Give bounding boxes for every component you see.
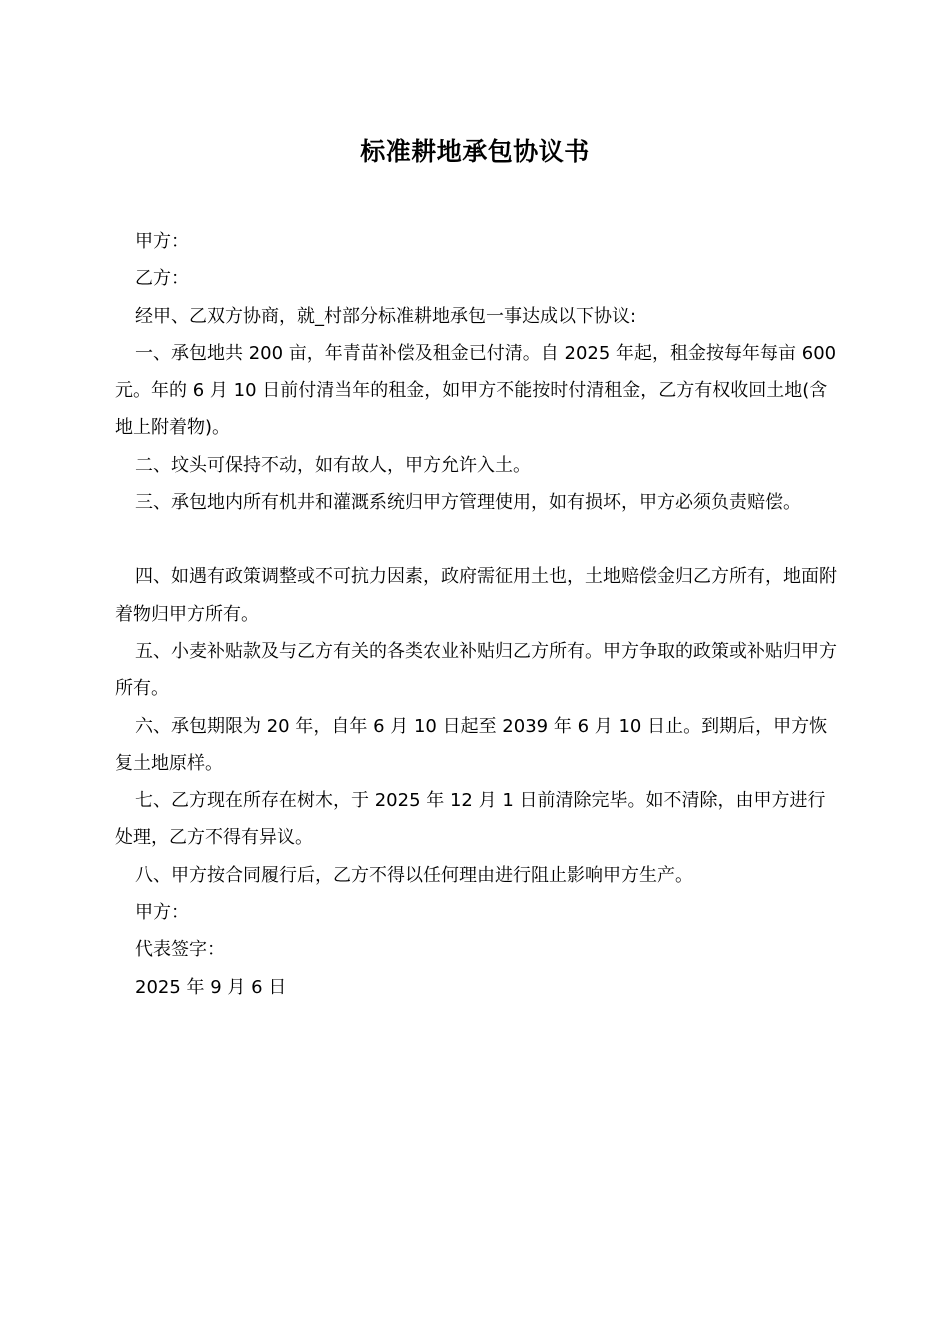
document-body — [115, 223, 840, 1006]
clause-7: 七、乙方现在所存在树木，于 2025 年 12 月 1 日前清除完毕。如不清除，由甲方进行处理，乙方不得有异议。 — [115, 790, 826, 849]
agreement-intro: 经甲、乙双方协商，就_村部分标准耕地承包一事达成以下协议: — [135, 305, 637, 327]
clause-5: 五、小麦补贴款及与乙方有关的各类农业补贴归乙方所有。甲方争取的政策或补贴归甲方所有。 — [115, 640, 837, 700]
clause-1: 一、承包地共 200 亩，年青苗补偿及租金已付清。自 2025 年起，租金按每年每亩 600 元。年的 6 月 10 日前付清当年的租金，如甲方不能按时付清租金，乙方有权收回土地(含地上附着物)。 — [115, 342, 837, 439]
clause-8: 八、甲方按合同履行后，乙方不得以任何理由进行阻止影响甲方生产。 — [135, 864, 693, 886]
signature-party-label: 甲方： — [135, 902, 189, 924]
paragraph-gap — [115, 521, 840, 558]
clause-6: 六、承包期限为 20 年，自年 6 月 10 日起至 2039 年 6 月 10 日止。到期后，甲方恢复土地原样。 — [115, 715, 828, 774]
document-title: 标准耕地承包协议书 — [360, 137, 590, 166]
clause-4: 四、如遇有政策调整或不可抗力因素，政府需征用土也，土地赔偿金归乙方所有，地面附着物归甲方所有。 — [115, 566, 837, 625]
clause-3: 三、承包地内所有机井和灌溉系统归甲方管理使用，如有损坏，甲方必须负责赔偿。 — [135, 492, 801, 514]
clause-2: 二、坟头可保持不动，如有故人，甲方允许入土。 — [135, 454, 531, 476]
party-a-label: 甲方： — [135, 231, 189, 252]
signature-representative-label: 代表签字： — [135, 939, 225, 961]
party-b-label: 乙方： — [135, 268, 189, 290]
signature-date: 2025 年 9 月 6 日 — [135, 976, 287, 998]
